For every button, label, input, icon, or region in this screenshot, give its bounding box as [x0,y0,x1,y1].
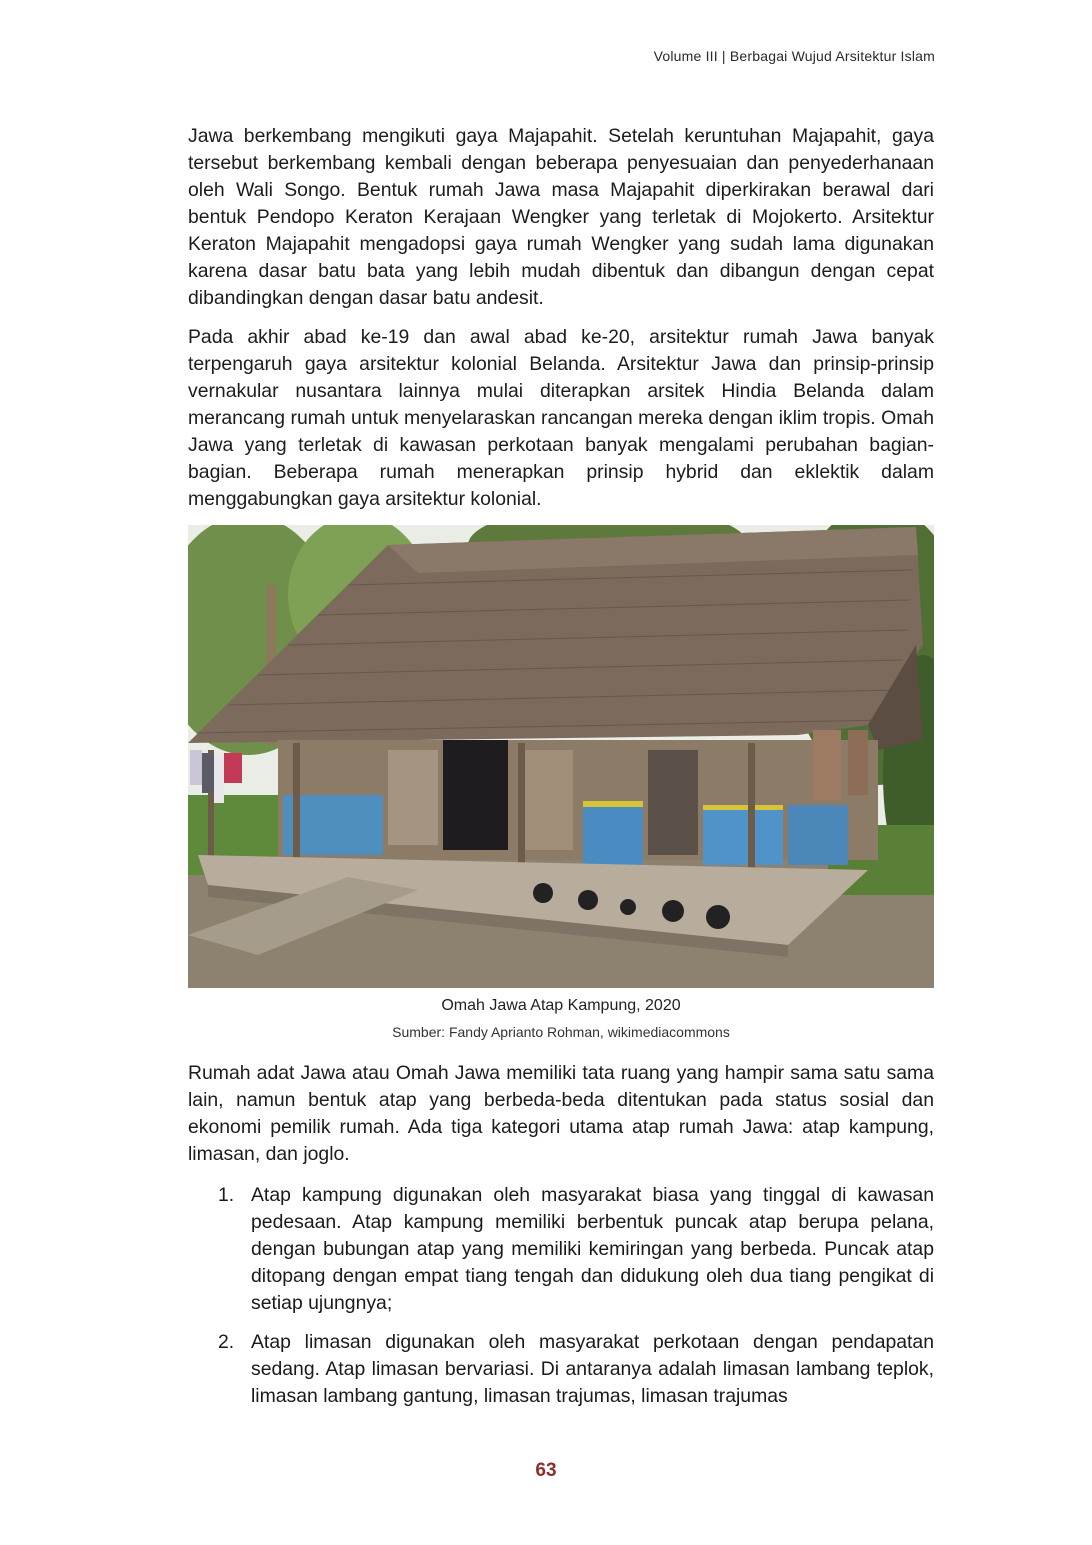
list-item-text: Atap kampung digunakan oleh masyarakat biasa yang tinggal di kawasan pedesaan. Atap kampung memiliki berbentuk puncak atap berupa pelana, dengan bubungan atap yang memiliki kemiringan yang berbeda. Puncak atap ditopang dengan empat tiang tengah dan didukung oleh dua tiang pengikat di setiap ujungnya; [251,1184,934,1314]
figure [188,525,934,1040]
roof-type-list [188,1182,934,1410]
paragraph-1: Jawa berkembang mengikuti gaya Majapahit. Setelah keruntuhan Majapahit, gaya tersebut berkembang kembali dengan beberapa penyesuaian dan penyederhanaan oleh Wali Songo. Bentuk rumah Jawa masa Majapahit diperkirakan berawal dari bentuk Pendopo Keraton Kerajaan Wengker yang terletak di Mojokerto. Arsitektur Keraton Majapahit mengadopsi gaya rumah Wengker yang sudah lama digunakan karena dasar batu bata yang lebih mudah dibentuk dan dibangun dengan cepat dibandingkan dengan dasar batu andesit. [188,125,934,309]
list-item [188,1182,934,1317]
list-item-text: Atap limasan digunakan oleh masyarakat perkotaan dengan pendapatan sedang. Atap limasan bervariasi. Di antaranya adalah limasan lambang teplok, limasan lambang gantung, limasan trajumas, limasan trajumas [251,1331,934,1407]
page-number: 63 [535,1460,557,1481]
page-content [188,123,934,1422]
list-item [188,1329,934,1410]
figure-caption: Omah Jawa Atap Kampung, 2020 [441,997,681,1014]
house-photo [188,525,934,988]
figure-source: Sumber: Fandy Aprianto Rohman, wikimediacommons [392,1024,730,1040]
paragraph-3: Rumah adat Jawa atau Omah Jawa memiliki tata ruang yang hampir sama satu sama lain, namun bentuk atap yang berbeda-beda ditentukan pada status sosial dan ekonomi pemilik rumah. Ada tiga kategori utama atap rumah Jawa: atap kampung, limasan, dan joglo. [188,1062,934,1165]
list-item-number: 2. [218,1331,235,1353]
list-item-number: 1. [218,1184,235,1206]
paragraph-2: Pada akhir abad ke-19 dan awal abad ke-20, arsitektur rumah Jawa banyak terpengaruh gaya arsitektur kolonial Belanda. Arsitektur Jawa dan prinsip-prinsip vernakular nusantara lainnya mulai diterapkan arsitek Hindia Belanda dalam merancang rumah untuk menyelaraskan rancangan mereka dengan iklim tropis. Omah Jawa yang terletak di kawasan perkotaan banyak mengalami perubahan bagian-bagian. Beberapa rumah menerapkan prinsip hybrid dan eklektik dalam menggabungkan gaya arsitektur kolonial. [188,326,934,510]
running-header: Volume III | Berbagai Wujud Arsitektur Islam [653,48,935,64]
